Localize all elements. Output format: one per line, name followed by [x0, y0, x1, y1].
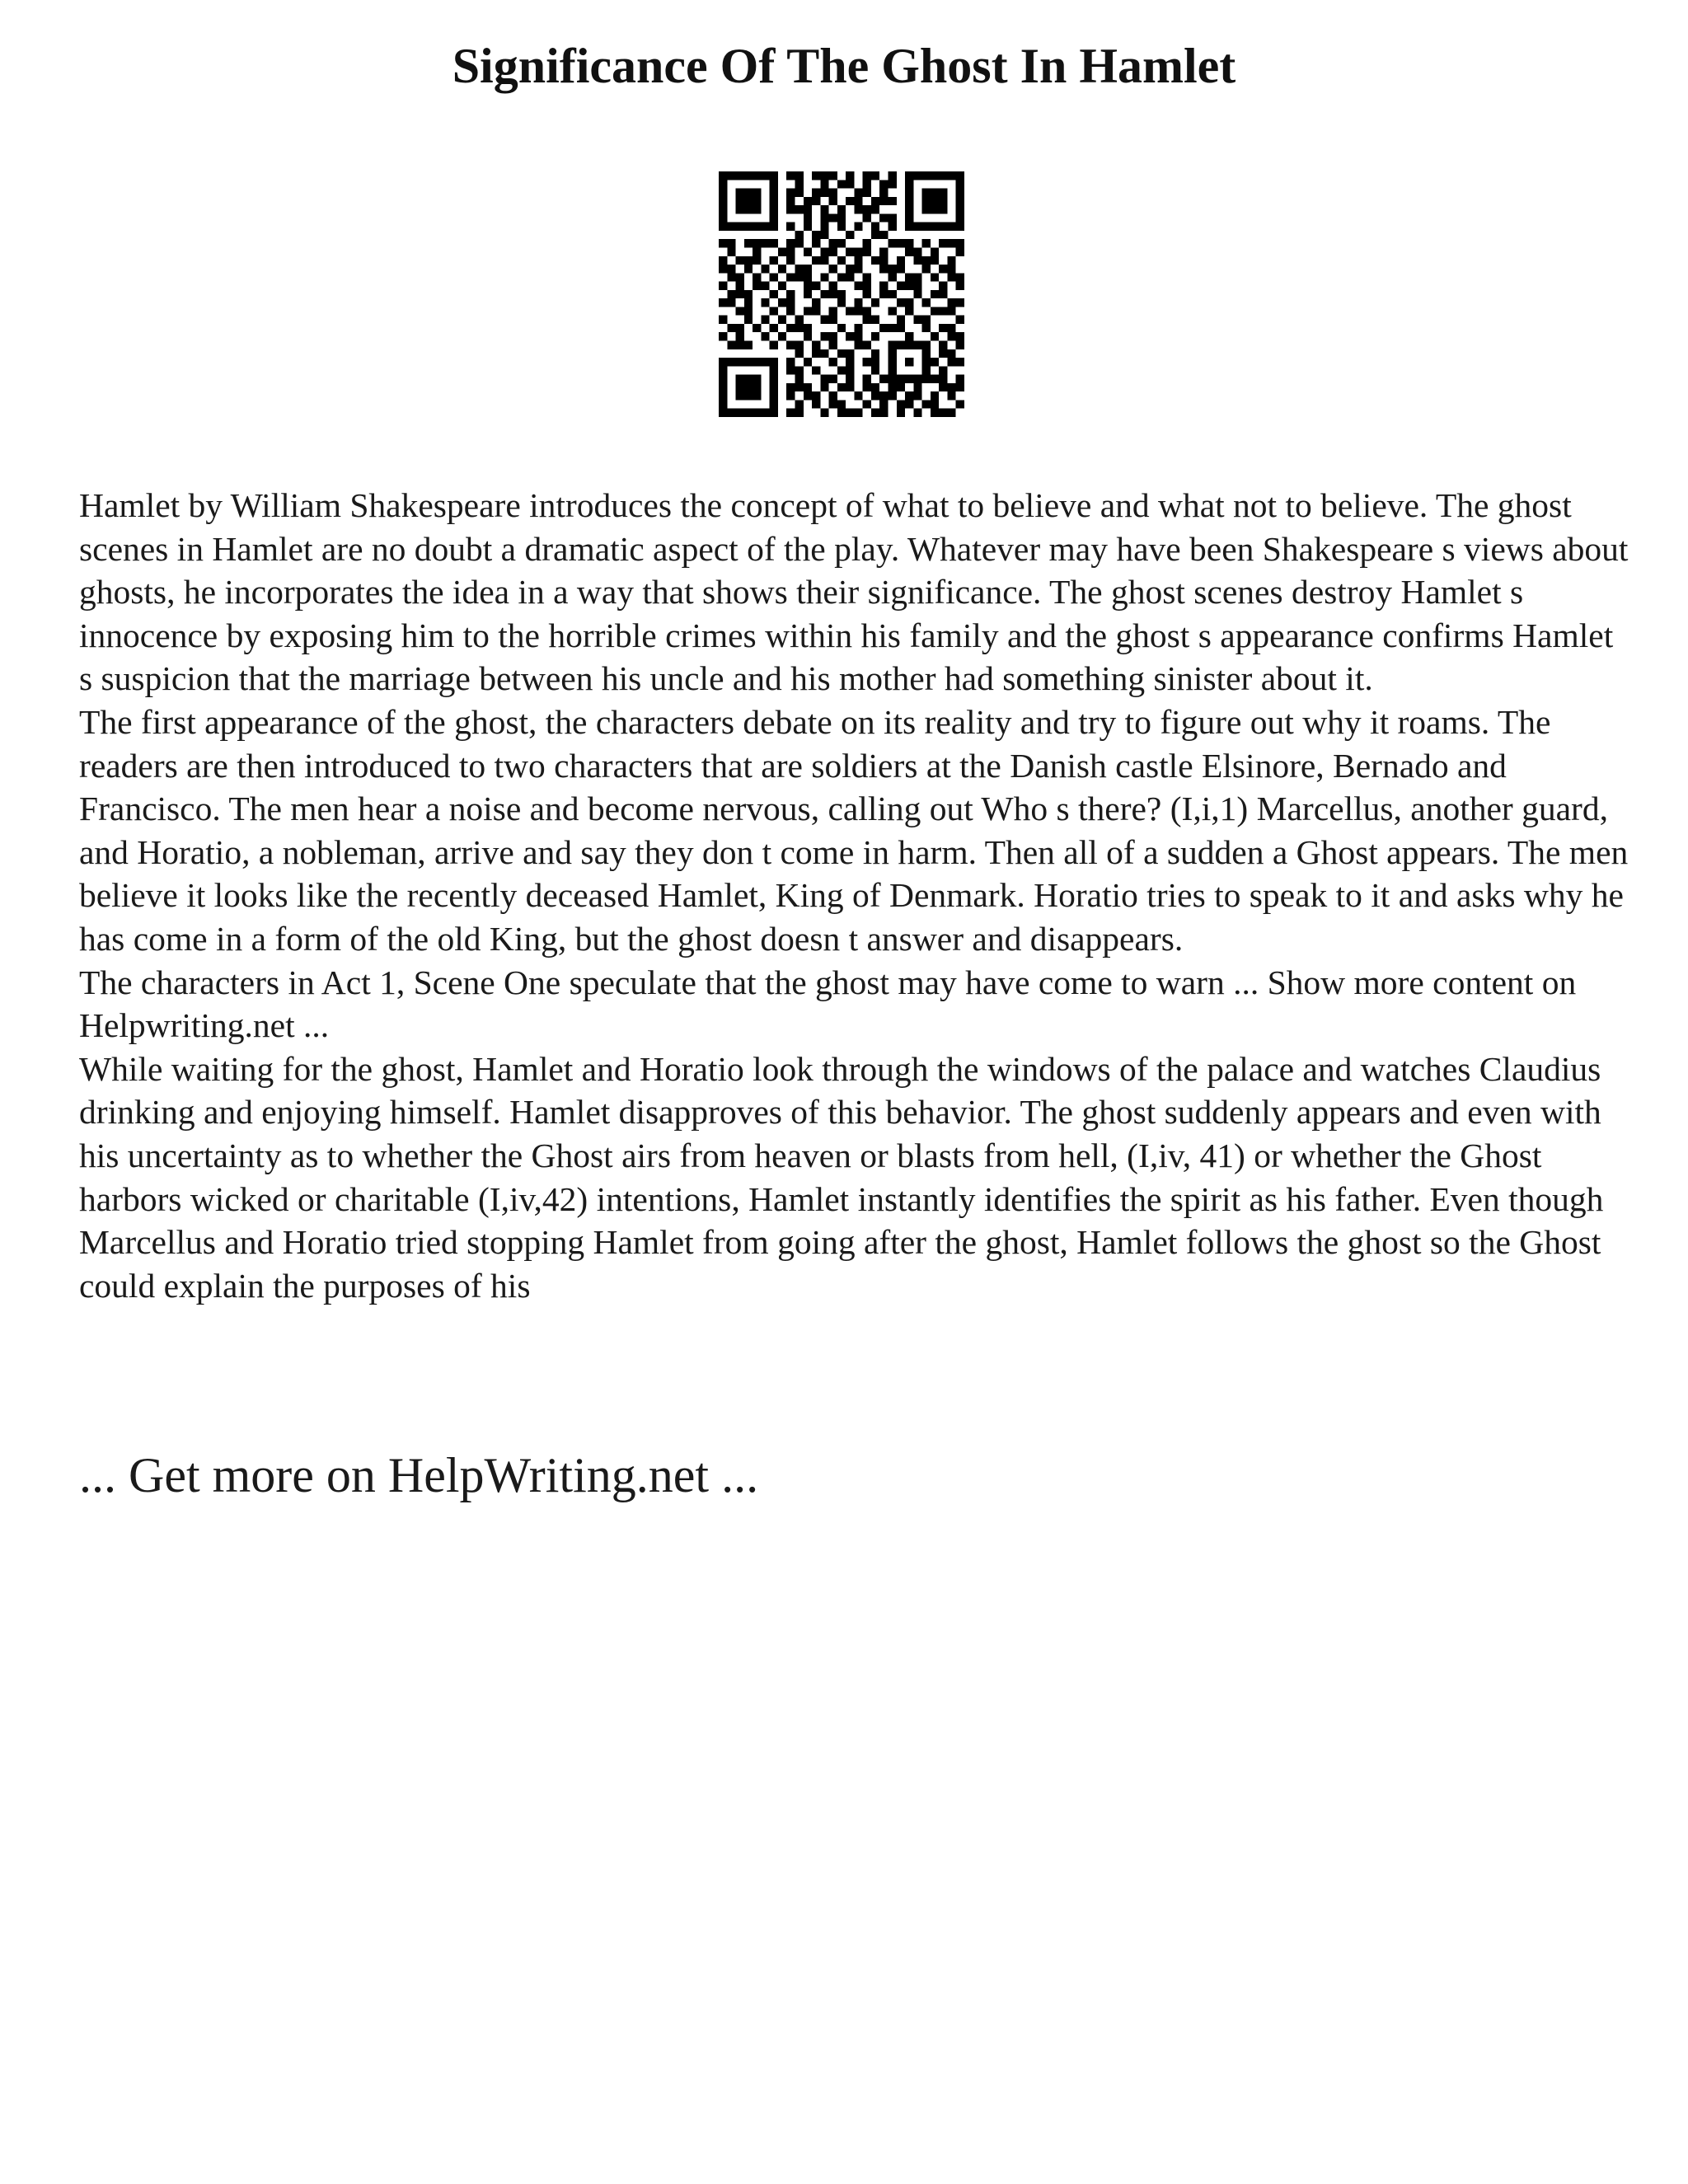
qr-code-icon[interactable] — [719, 171, 964, 417]
paragraph: The first appearance of the ghost, the characters debate on its reality and try to figure out why it roams. The readers are then introduced to two characters that are soldiers at the Danish castle Elsinore, Bernado and Francisco. The men hear a noise and become nervous, calling out Who s there? (I,i,1) Marcellus, another guard, and Horatio, a nobleman, arrive and say they don t come in harm. Then all of a sudden a Ghost appears. The men believe it looks like the recently deceased Hamlet, King of Denmark. Horatio tries to speak to it and asks why he has come in a form of the old King, but the ghost doesn t answer and disappears. — [79, 702, 1629, 958]
paragraph: The characters in Act 1, Scene One speculate that the ghost may have come to warn ... Show more content on Helpwriting.net ... — [79, 963, 1577, 1045]
article-body — [79, 484, 1629, 1307]
page-title: Significance Of The Ghost In Hamlet — [452, 39, 1236, 93]
paragraph: Hamlet by William Shakespeare introduces the concept of what to believe and what not to believe. The ghost scenes in Hamlet are no doubt a dramatic aspect of the play. Whatever may have been Shakespeare s views about ghosts, he incorporates the idea in a way that shows their significance. The ghost scenes destroy Hamlet s innocence by exposing him to the horrible crimes within his family and the ghost s appearance confirms Hamlet s suspicion that the marriage between his uncle and his mother had something sinister about it. — [79, 486, 1629, 698]
get-more-link[interactable]: ... Get more on HelpWriting.net ... — [79, 1448, 759, 1502]
paragraph: While waiting for the ghost, Hamlet and Horatio look through the windows of the palace and watches Claudius drinking and enjoying himself. Hamlet disapproves of this behavior. The ghost suddenly appears and even with his uncertainty as to whether the Ghost airs from heaven or blasts from hell, (I,iv, 41) or whether the Ghost harbors wicked or charitable (I,iv,42) intentions, Hamlet instantly identifies the spirit as his father. Even though Marcellus and Horatio tried stopping Hamlet from going after the ghost, Hamlet follows the ghost so the Ghost could explain the purposes of his — [79, 1049, 1604, 1305]
